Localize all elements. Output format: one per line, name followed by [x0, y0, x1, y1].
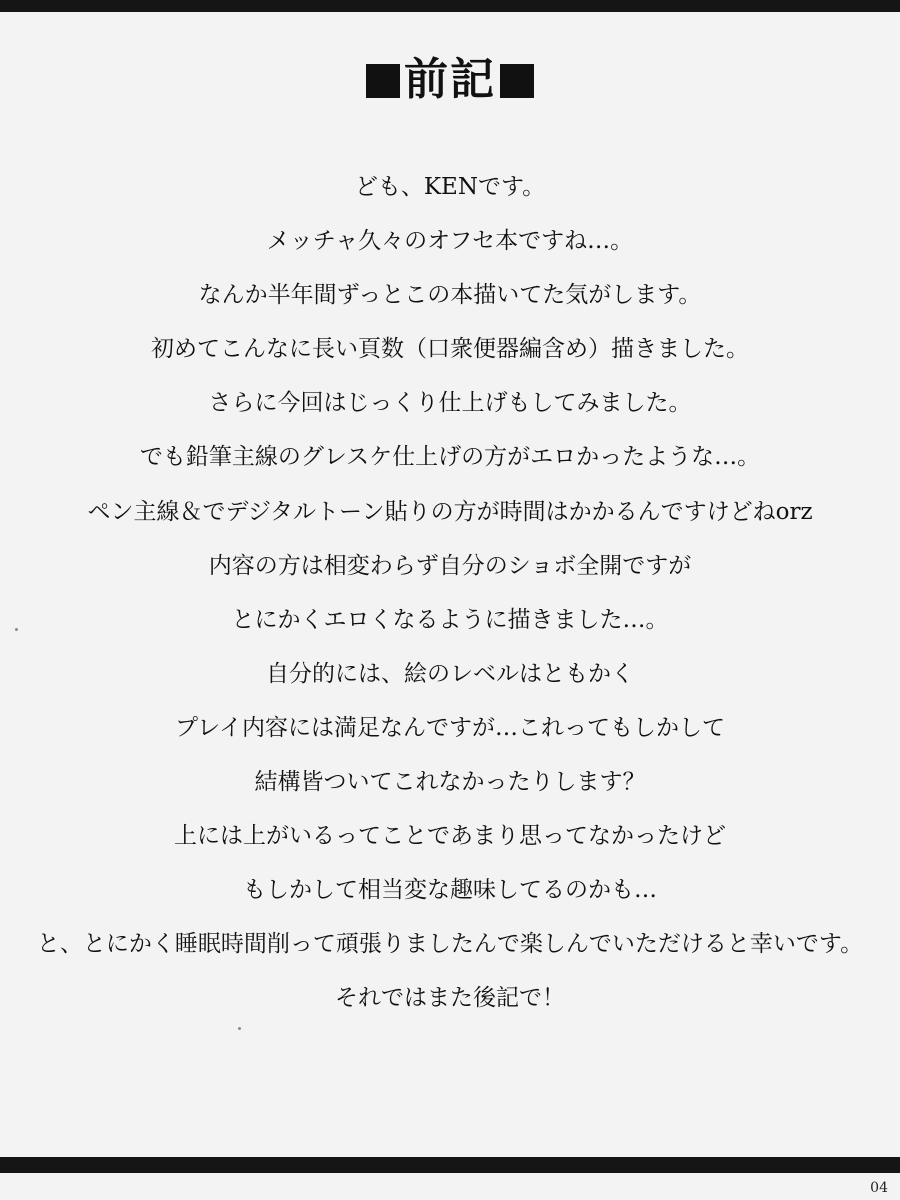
text-line: とにかくエロくなるように描きました…。 [231, 606, 669, 633]
text-line: プレイ内容には満足なんですが…これってもしかして [175, 714, 725, 741]
page-number: 04 [870, 1180, 888, 1196]
black-square-icon [500, 64, 534, 98]
text-line: ども、KENです。 [354, 174, 546, 200]
text-line: 上には上がいるってことであまり思ってなかったけど [174, 823, 726, 850]
page-title [0, 50, 900, 110]
text-line: ペン主線＆でデジタルトーン貼りの方が時間はかかるんですけどねorz [87, 498, 813, 525]
black-square-icon [366, 64, 400, 98]
text-line: メッチャ久々のオフセ本ですね…。 [266, 228, 634, 255]
text-line: と、とにかく睡眠時間削って頑張りましたんで楽しんでいただけると幸いです。 [36, 931, 864, 958]
title-text: 前記 [404, 54, 496, 105]
bottom-border-bar [0, 1157, 900, 1173]
text-line: 結構皆ついてこれなかったりします？ [254, 769, 646, 796]
scan-speck [238, 1027, 241, 1030]
text-line: それではまた後記で！ [335, 985, 565, 1012]
text-line: でも鉛筆主線のグレスケ仕上げの方がエロかったような…。 [139, 444, 761, 471]
body-text [0, 160, 900, 1026]
text-line: 初めてこんなに長い頁数（口衆便器編含め）描きました。 [151, 336, 749, 363]
text-line: もしかして相当変な趣味してるのかも… [243, 877, 657, 904]
text-line: なんか半年間ずっとこの本描いてた気がします。 [198, 282, 702, 309]
scan-speck [15, 628, 18, 631]
text-line: 自分的には、絵のレベルはともかく [266, 660, 634, 687]
top-border-bar [0, 0, 900, 12]
text-line: さらに今回はじっくり仕上げもしてみました。 [208, 390, 692, 417]
text-line: 内容の方は相変わらず自分のショボ全開ですが [208, 552, 692, 579]
